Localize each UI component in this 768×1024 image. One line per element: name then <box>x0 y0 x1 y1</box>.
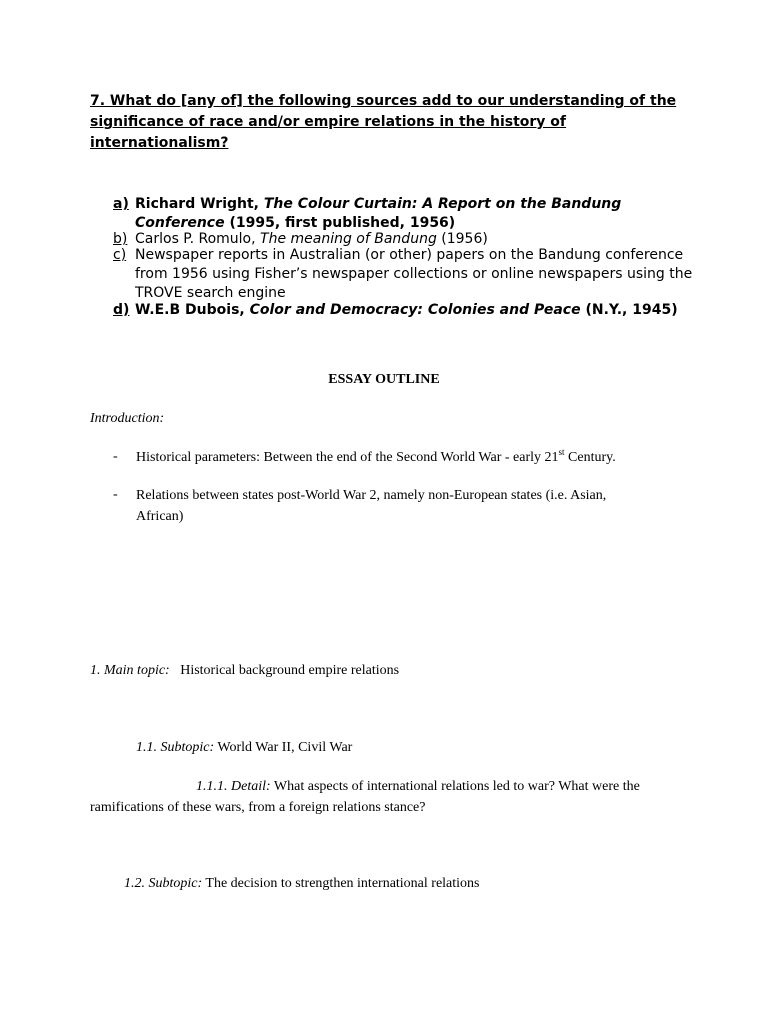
essay-outline-title: ESSAY OUTLINE <box>328 372 440 387</box>
bullet-relations-between-states: Relations between states post-World War 2, namely non-European states (i.e. Asian, African) <box>136 488 607 524</box>
source-item-d <box>113 301 713 320</box>
subtopic-label: 1.1. Subtopic: <box>136 740 215 755</box>
source-label: d) <box>113 302 130 318</box>
main-topic-label: 1. Main topic: <box>90 663 170 678</box>
source-label: b) <box>113 231 128 247</box>
source-title: The meaning of Bandung <box>260 231 437 247</box>
source-note: (N.Y., 1945) <box>580 302 678 318</box>
source-label: c) <box>113 247 127 263</box>
source-item-a <box>113 195 713 231</box>
source-item-c <box>113 246 713 301</box>
main-topic-text: Historical background empire relations <box>180 663 400 678</box>
source-note: (1956) <box>436 231 488 247</box>
subtopic-label: 1.2. Subtopic: <box>124 876 203 891</box>
source-title: The Colour Curtain: A Report on the Bandung Conference <box>135 196 622 231</box>
bullet-dash: - <box>113 449 118 464</box>
detail-continuation: ramifications of these wars, from a foreign relations stance? <box>90 800 426 815</box>
introduction-label: Introduction: <box>90 411 165 426</box>
bullet-dash: - <box>113 487 118 502</box>
bullet-historical-parameters: Historical parameters: Between the end of the Second World War - early 21st Century. <box>136 447 616 465</box>
source-title: Color and Democracy: Colonies and Peace <box>249 302 581 318</box>
main-topic <box>90 660 399 681</box>
source-text: Newspaper reports in Australian (or other) papers on the Bandung conference from 1956 using Fisher’s newspaper collections or online newspapers using the TROVE search engine <box>135 247 693 301</box>
subtopic-1-2 <box>124 873 480 894</box>
source-author: Carlos P. Romulo, <box>135 231 261 247</box>
subtopic-text: The decision to strengthen international relations <box>205 876 480 891</box>
source-label: a) <box>113 196 129 212</box>
source-author: Richard Wright, <box>135 196 264 212</box>
source-author: W.E.B Dubois, <box>135 302 250 318</box>
source-note: (1995, first published, 1956) <box>224 215 456 231</box>
detail-text: What aspects of international relations led to war? What were the <box>273 779 640 794</box>
detail-1-1-1 <box>196 776 640 797</box>
question-heading: 7. What do [any of] the following sources add to our understanding of the significance of race and/or empire relations in the history of internationalism? <box>90 93 677 151</box>
subtopic-1-1 <box>136 737 352 758</box>
subtopic-text: World War II, Civil War <box>217 740 353 755</box>
detail-label: 1.1.1. Detail: <box>196 779 271 794</box>
